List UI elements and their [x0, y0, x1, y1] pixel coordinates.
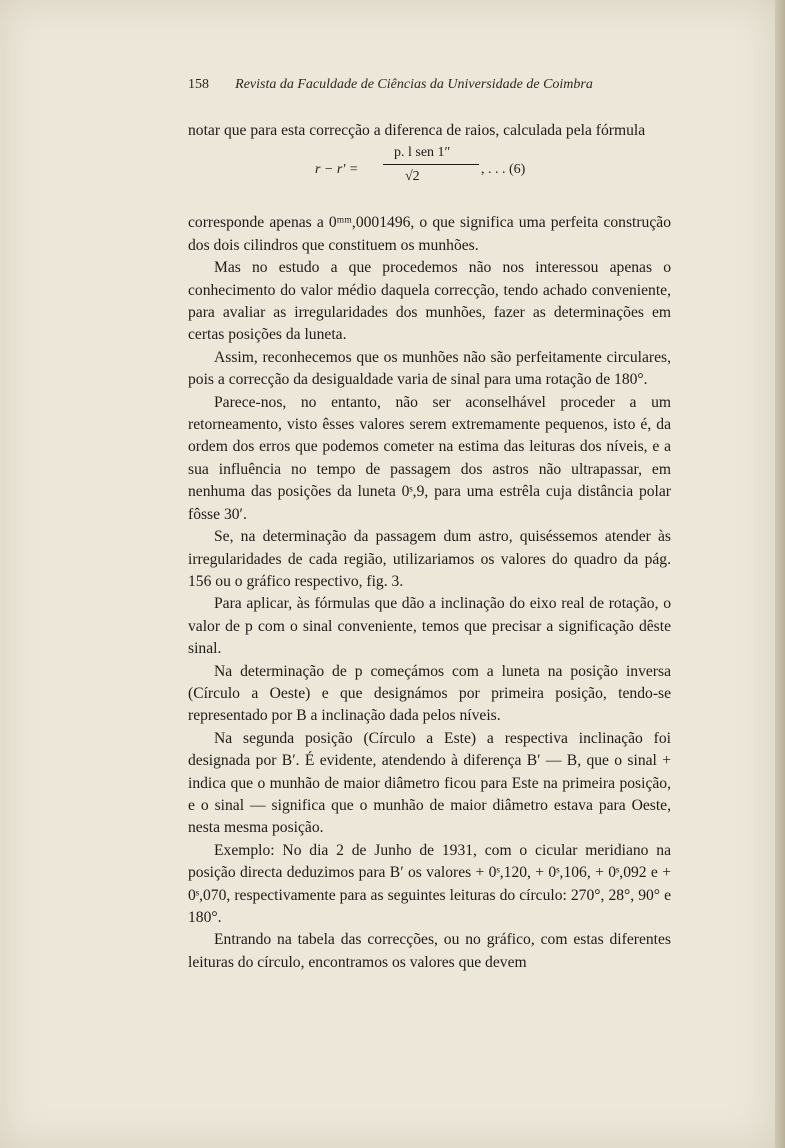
- paragraph-6: Se, na determinação da passagem dum astro, quiséssemos atender às irregularidades de cada região, utilizariamos os valores do quadro da pág. 156 ou o gráfico respectivo, fig. 3.: [188, 528, 671, 590]
- body-text: [188, 120, 671, 974]
- journal-title: Revista da Faculdade de Ciências da Universidade de Coimbra: [235, 77, 593, 92]
- paragraph-4: Assim, reconhecemos que os munhões não são perfeitamente circulares, pois a correcção da desigualdade varia de sinal para uma rotação de 180°.: [188, 348, 671, 389]
- page-edge: [775, 0, 785, 1148]
- fraction-bar: [383, 164, 479, 165]
- paragraph-3: Mas no estudo a que procedemos não nos interessou apenas o conhecimento do valor médio daquela correcção, tendo achado conveniente, para avaliar as irregularidades dos munhões, fazer as determinações em certas posições da luneta.: [188, 259, 671, 344]
- running-header: [188, 77, 648, 93]
- paragraph-10: Exemplo: No dia 2 de Junho de 1931, com o cicular meridiano na posição directa deduzimos para B′ os valores + 0ˢ,120, + 0ˢ,106, + 0ˢ,092 e + 0ˢ,070, respectivamente para as seguintes leituras do círculo: 270°, 28°, 90° e 180°.: [188, 841, 671, 926]
- formula-6: [188, 142, 671, 212]
- paragraph-11: Entrando na tabela das correcções, ou no gráfico, com estas diferentes leituras do círculo, encontramos os valores que devem: [188, 931, 671, 971]
- formula-lhs: r − r′ =: [315, 162, 359, 178]
- paragraph-7: Para aplicar, às fórmulas que dão a inclinação do eixo real de rotação, o valor de p com o sinal conveniente, temos que precisar a significação dêste sinal.: [188, 595, 671, 658]
- formula-numerator: p. l sen 1″: [394, 145, 451, 161]
- paragraph-1: notar que para esta correcção a diferenca de raios, calculada pela fórmula: [188, 122, 646, 139]
- paragraph-8: Na determinação de p começámos com a luneta na posição inversa (Círculo a Oeste) e que designámos por primeira posição, tendo-se representado por B a inclinação dada pelos níveis.: [188, 662, 671, 725]
- paragraph-2: corresponde apenas a 0ᵐᵐ,0001496, o que significa uma perfeita construção dos dois cilindros que constituem os munhões.: [188, 214, 671, 254]
- page-number: 158: [188, 77, 209, 92]
- formula-tag: , . . . (6): [481, 162, 526, 178]
- paragraph-5: Parece-nos, no entanto, não ser aconselhável proceder a um retorneamento, visto êsses valores serem extremamente pequenos, isto é, da ordem dos erros que podemos cometer na estima das leituras dos níveis, e a sua influência no tempo de passagem dos astros não ultrapassar, em nenhuma das posições da luneta 0ˢ,9, para uma estrêla cuja distância polar fôsse 30′.: [188, 393, 671, 523]
- paragraph-9: Na segunda posição (Círculo a Este) a respectiva inclinação foi designada por B′. É evidente, atendendo à diferença B′ — B, que o sinal + indica que o munhão de maior diâmetro ficou para Este na primeira posição, e o sinal — significa que o munhão de maior diâmetro estava para Oeste, nesta mesma posição.: [188, 729, 671, 837]
- formula-denominator: √2: [405, 169, 420, 185]
